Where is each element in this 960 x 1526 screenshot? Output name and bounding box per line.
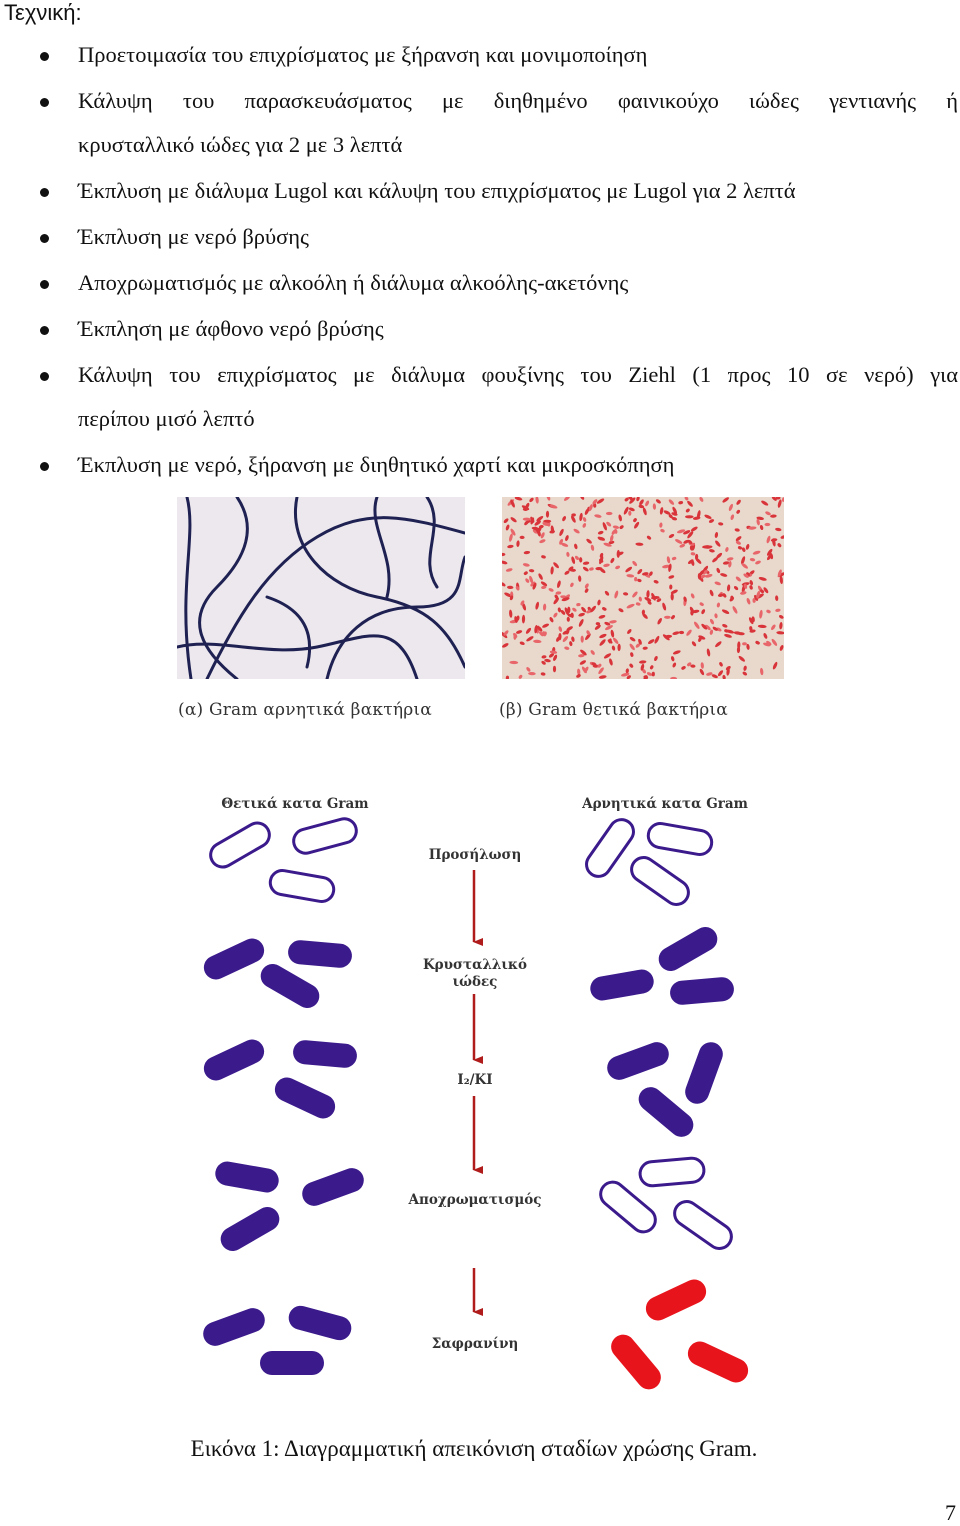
step-6: Έκπληση με άφθονο νερό βρύσης bbox=[78, 316, 384, 341]
bullet-icon bbox=[40, 188, 49, 197]
bacterium-cell bbox=[260, 1351, 324, 1375]
step-7-continuation: περίπου μισό λεπτό bbox=[78, 406, 255, 431]
bacterium-cell bbox=[682, 1039, 726, 1107]
bacterium-cell bbox=[287, 939, 353, 968]
bacterium-cell bbox=[627, 853, 693, 909]
bacterium-cell bbox=[582, 815, 638, 881]
bacterium-cell bbox=[669, 976, 735, 1005]
bullet-icon bbox=[40, 372, 49, 381]
bullet-icon bbox=[40, 234, 49, 243]
gram-stain-diagram bbox=[190, 782, 770, 1402]
bullet-icon bbox=[40, 280, 49, 289]
bacterium-cell bbox=[216, 1203, 283, 1256]
bacterium-cell bbox=[670, 1197, 736, 1253]
negative-column-title: Αρνητικά κατα Gram bbox=[582, 796, 748, 812]
bacterium-cell bbox=[200, 935, 268, 984]
step-8: Έκπλυση με νερό, ξήρανση με διηθητικό χαρτί και μικροσκόπηση bbox=[78, 452, 675, 477]
micrograph-gram-positive bbox=[502, 497, 784, 679]
bullet-icon bbox=[40, 462, 49, 471]
positive-column-title: Θετικά κατα Gram bbox=[221, 796, 369, 812]
step-7: Κάλυψη του επιχρίσματος με διάλυμα φουξίνης του Ziehl (1 προς 10 σε νερό) για bbox=[78, 362, 958, 387]
bacterium-cell bbox=[606, 1330, 666, 1394]
bacterium-cell bbox=[206, 819, 273, 872]
bacterium-cell bbox=[299, 1165, 367, 1209]
step-1: Προετοιμασία του επιχρίσματος με ξήρανση και μονιμοποίηση bbox=[78, 42, 648, 67]
bullet-icon bbox=[40, 326, 49, 335]
figure-caption: Εικόνα 1: Διαγραμματική απεικόνιση σταδίων χρώσης Gram. bbox=[190, 1436, 758, 1461]
stage-label-iodine: I₂/KI bbox=[457, 1072, 493, 1088]
bacterium-cell bbox=[292, 1039, 358, 1068]
bacterium-cell bbox=[286, 1303, 354, 1343]
bullet-icon bbox=[40, 52, 49, 61]
stage-label-crystal-violet: Κρυσταλλικό ιώδες bbox=[422, 957, 528, 990]
bacterium-cell bbox=[200, 1036, 268, 1085]
stage-label-decolorization: Αποχρωματισμός bbox=[408, 1192, 542, 1208]
bacterium-cell bbox=[604, 1039, 672, 1083]
step-2: Κάλυψη του παρασκευάσματος με διηθημένο φαινικούχο ιώδες γεντιανής ή bbox=[78, 88, 958, 113]
bacterium-cell bbox=[213, 1160, 280, 1195]
step-5: Αποχρωματισμός με αλκοόλη ή διάλυμα αλκοόλης-ακετόνης bbox=[78, 270, 629, 295]
step-2-continuation: κρυσταλλικό ιώδες για 2 με 3 λεπτά bbox=[78, 132, 403, 157]
micrograph-gram-negative bbox=[177, 497, 465, 679]
bacterium-cell bbox=[646, 822, 713, 857]
page-number: 7 bbox=[945, 1500, 956, 1525]
section-heading: Τεχνική: bbox=[4, 0, 82, 25]
bacterium-cell bbox=[271, 1074, 339, 1123]
stage-label-safranin: Σαφρανίνη bbox=[431, 1336, 519, 1352]
bacterium-cell bbox=[256, 960, 323, 1013]
bacterium-cell bbox=[588, 968, 655, 1003]
micrograph-caption-right: (β) Gram θετικά βακτήρια bbox=[499, 700, 728, 720]
bacterium-cell bbox=[684, 1338, 752, 1387]
bacterium-cell bbox=[654, 923, 721, 976]
stage-label-fixation: Προσήλωση bbox=[428, 847, 522, 863]
bacterium-cell bbox=[268, 869, 335, 904]
bullet-icon bbox=[40, 98, 49, 107]
bacterium-cell bbox=[291, 816, 359, 856]
step-4: Έκπλυση με νερό βρύσης bbox=[78, 224, 309, 249]
bacterium-cell bbox=[639, 1157, 705, 1186]
bacterium-cell bbox=[642, 1276, 710, 1325]
step-3: Έκπλυση με διάλυμα Lugol και κάλυψη του επιχρίσματος με Lugol για 2 λεπτά bbox=[78, 178, 796, 203]
bacterium-cell bbox=[200, 1305, 268, 1349]
micrograph-caption-left: (α) Gram αρνητικά βακτήρια bbox=[178, 700, 432, 720]
